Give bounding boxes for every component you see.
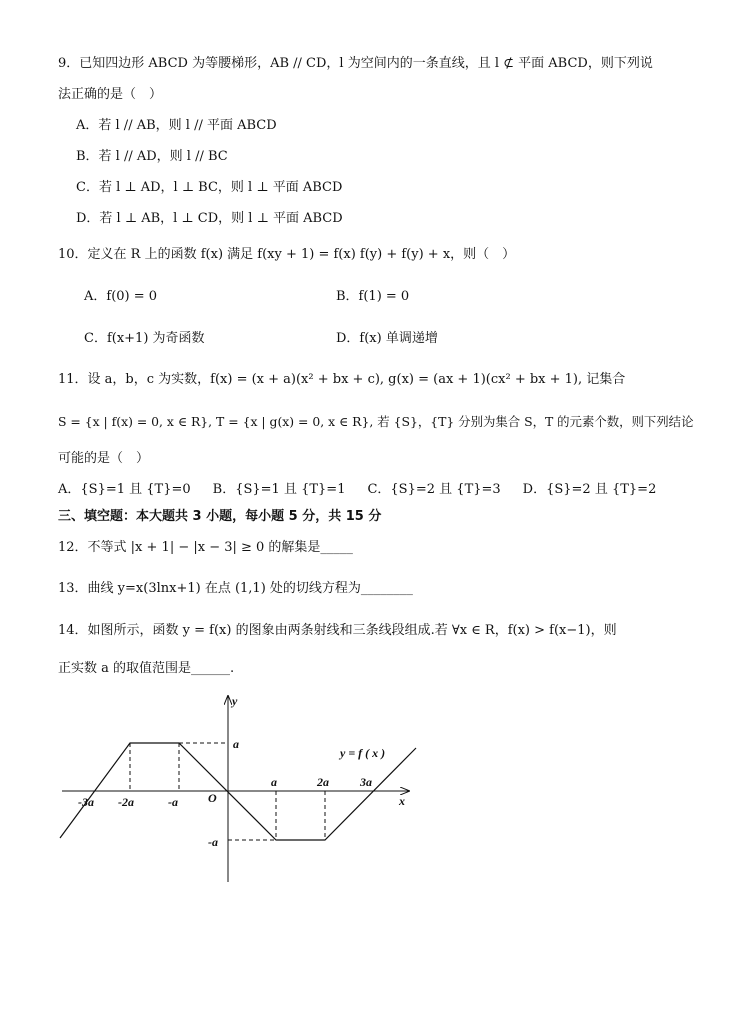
q9-stem-line1: 9．已知四边形 ABCD 为等腰梯形，AB // CD，l 为空间内的一条直线，且 l ⊄ 平面 ABCD，则下列说 <box>58 56 653 71</box>
q11-option-b: B．{S}=1 且 {T}=1 <box>212 482 346 497</box>
q10-stem: 10．定义在 R 上的函数 f(x) 满足 f(xy + 1) = f(x) f(y) + f(y) + x，则（ ） <box>58 247 516 262</box>
q10-option-a: A．f(0) = 0 <box>84 289 158 304</box>
y-axis-label: y <box>232 694 238 708</box>
q9-option-a: A．若 l // AB，则 l // 平面 ABCD <box>76 118 277 133</box>
q11-stem-line2: S = {x | f(x) = 0, x ∈ R}, T = {x | g(x) = 0, x ∈ R}, 若 {S}，{T} 分别为集合 S，T 的元素个数，则下列结论 <box>58 414 694 429</box>
y-tick-neg-a: -a <box>208 835 218 849</box>
x-tick-3a: 3a <box>360 775 372 789</box>
origin-label: O <box>208 791 217 805</box>
q9-option-b: B．若 l // AD，则 l // BC <box>76 149 228 164</box>
q11-option-d: D．{S}=2 且 {T}=2 <box>522 482 657 497</box>
q10-option-c: C．f(x+1) 为奇函数 <box>84 331 205 346</box>
y-tick-a: a <box>233 737 239 751</box>
x-tick-a: a <box>271 775 277 789</box>
q9-option-d: D．若 l ⊥ AB，l ⊥ CD，则 l ⊥ 平面 ABCD <box>76 211 343 226</box>
q14-stem-line1: 14．如图所示，函数 y = f(x) 的图象由两条射线和三条线段组成.若 ∀x ∈ R，f(x) > f(x−1)，则 <box>58 623 617 638</box>
q10-option-d: D．f(x) 单调递增 <box>336 331 438 346</box>
q11-stem-line3: 可能的是（ ） <box>58 451 150 466</box>
section-3-heading: 三、填空题：本大题共 3 小题，每小题 5 分，共 15 分 <box>58 509 382 524</box>
x-tick-2a: 2a <box>317 775 329 789</box>
q12-stem: 12．不等式 |x + 1| − |x − 3| ≥ 0 的解集是_____ <box>58 540 353 555</box>
q10-option-b: B．f(1) = 0 <box>336 289 410 304</box>
q9-stem-line2: 法正确的是（ ） <box>58 87 163 102</box>
x-tick-neg-3a: -3a <box>78 795 94 809</box>
q13-stem: 13．曲线 y=x(3lnx+1) 在点 (1,1) 处的切线方程为________ <box>58 581 413 596</box>
q9-option-c: C．若 l ⊥ AD，l ⊥ BC，则 l ⊥ 平面 ABCD <box>76 180 343 195</box>
q11-option-c: C．{S}=2 且 {T}=3 <box>367 482 501 497</box>
x-tick-neg-a: -a <box>168 795 178 809</box>
x-tick-neg-2a: -2a <box>118 795 134 809</box>
q11-option-a: A．{S}=1 且 {T}=0 <box>58 482 191 497</box>
x-axis-label: x <box>399 794 405 808</box>
q11-stem-line1: 11．设 a，b，c 为实数，f(x) = (x + a)(x² + bx + c), g(x) = (ax + 1)(cx² + bx + 1), 记集合 <box>58 372 626 387</box>
q14-stem-line2: 正实数 a 的取值范围是______. <box>58 661 235 676</box>
function-label: y = f ( x ) <box>340 746 386 760</box>
